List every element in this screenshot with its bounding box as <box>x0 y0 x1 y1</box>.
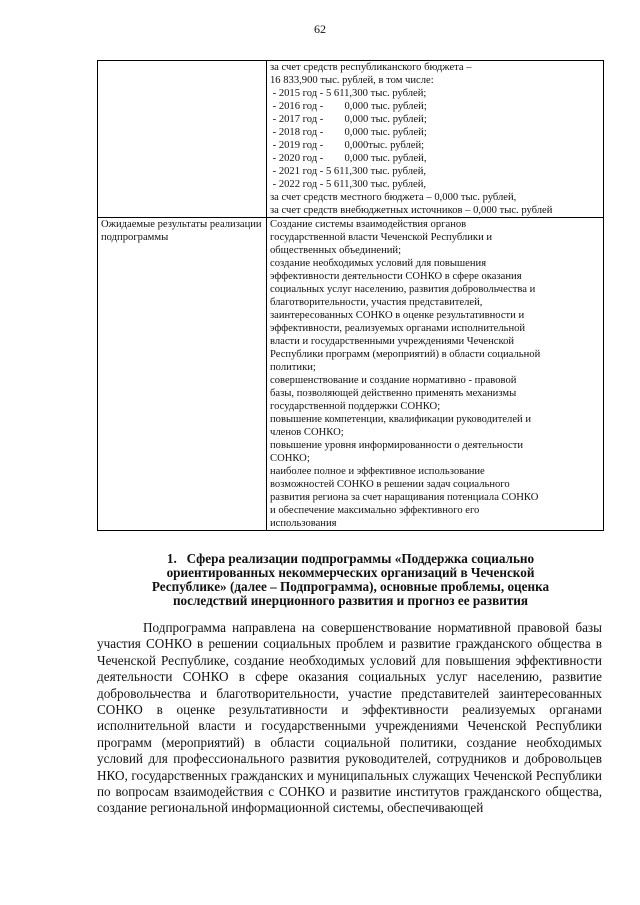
row-label-financing <box>98 61 267 218</box>
heading-line: ориентированных некоммерческих организаций в Чеченской <box>166 565 535 580</box>
text-line: общественных объединений; <box>270 245 402 256</box>
text-line: возможностей СОНКО в решении задач социального <box>270 479 510 490</box>
text-line: социальных услуг населению, развития добровольчества и <box>270 284 536 295</box>
text-line: совершенствование и создание нормативно - правовой <box>270 375 517 386</box>
text-line: наиболее полное и эффективное использование <box>270 466 485 477</box>
text-line: за счет средств республиканского бюджета – <box>270 62 472 73</box>
text-line: развития региона за счет наращивания потенциала СОНКО <box>270 492 539 503</box>
text-line: членов СОНКО; <box>270 427 344 438</box>
row-value-financing <box>267 61 604 218</box>
text-line: СОНКО; <box>270 453 310 464</box>
heading-line: последствий инерционного развития и прогноз ее развития <box>172 593 529 608</box>
table-row-financing <box>98 61 604 218</box>
text-line: - 2021 год - 5 611,300 тыс. рублей, <box>270 166 427 177</box>
text-line: государственной поддержки СОНКО; <box>270 401 441 412</box>
text-line: за счет средств местного бюджета – 0,000 тыс. рублей, <box>270 192 517 203</box>
text-line: благотворительности, участия представителей, <box>270 297 483 308</box>
text-line: - 2016 год - 0,000 тыс. рублей; <box>270 101 427 112</box>
text-line: Создание системы взаимодействия органов <box>270 219 467 230</box>
text-line: эффективности, реализуемых органами исполнительной <box>270 323 526 334</box>
text-line: - 2018 год - 0,000 тыс. рублей; <box>270 127 427 138</box>
text-line: - 2019 год - 0,000тыс. рублей; <box>270 140 425 151</box>
text-line: - 2015 год - 5 611,300 тыс. рублей; <box>270 88 427 99</box>
text-line: повышение уровня информированности о деятельности <box>270 440 524 451</box>
heading-line: 1. Сфера реализации подпрограммы «Поддержка социально <box>166 551 535 566</box>
text-line: политики; <box>270 362 316 373</box>
text-line: - 2017 год - 0,000 тыс. рублей; <box>270 114 427 125</box>
page-number: 62 <box>314 22 326 36</box>
row-value-expected-results <box>267 218 604 531</box>
text-line: - 2022 год - 5 611,300 тыс. рублей, <box>270 179 427 190</box>
row-label-expected-results: Ожидаемые результаты реализации подпрограммы <box>98 218 267 531</box>
text-line: государственной власти Чеченской Республики и <box>270 232 493 243</box>
text-line: и обеспечение максимально эффективного его <box>270 505 480 516</box>
text-line: за счет средств внебюджетных источников – 0,000 тыс. рублей <box>270 205 553 216</box>
table-row-expected-results <box>98 218 604 531</box>
text-line: - 2020 год - 0,000 тыс. рублей, <box>270 153 427 164</box>
text-line: эффективности деятельности СОНКО в сфере оказания <box>270 271 522 282</box>
body-paragraph: Подпрограмма направлена на совершенствование нормативной правовой базы участия СОНКО в решении социальных проблем и развитие гражданского общества в Чеченской Республике, создание необходимых условий для повышения эффективности деятельности СОНКО в сфере оказания социальных услуг населению, развитие добровольчества и благотворительности, участие представителей заинтересованных СОНКО в оценке результативности и эффективности реализуемых органами исполнительной власти и государственными учреждениями Чеченской Республики программ (мероприятий) в области социальной политики, создание необходимых условий для профессионального развития руководителей, сотрудников и добровольцев НКО, государственных гражданских и муниципальных служащих Чеченской Республики по вопросам взаимодействия с СОНКО и развитие институтов гражданского общества, создание региональной информационной системы, обеспечивающей <box>97 620 602 816</box>
text-line: повышение компетенции, квалификации руководителей и <box>270 414 532 425</box>
text-line: Республики программ (мероприятий) в области социальной <box>270 349 541 360</box>
text-line: 16 833,900 тыс. рублей, в том числе: <box>270 75 434 86</box>
text-line: власти и государственными учреждениями Чеченской <box>270 336 515 347</box>
text-line: заинтересованных СОНКО в оценке результативности и <box>270 310 525 321</box>
heading-line: Республике» (далее – Подпрограмма), основные проблемы, оценка <box>151 579 550 594</box>
text-line: создание необходимых условий для повышения <box>270 258 487 269</box>
subprogram-passport-table <box>97 60 604 531</box>
section-heading <box>97 552 604 608</box>
text-line: базы, позволяющей действенно применять механизмы <box>270 388 517 399</box>
text-line: использования <box>270 518 337 529</box>
